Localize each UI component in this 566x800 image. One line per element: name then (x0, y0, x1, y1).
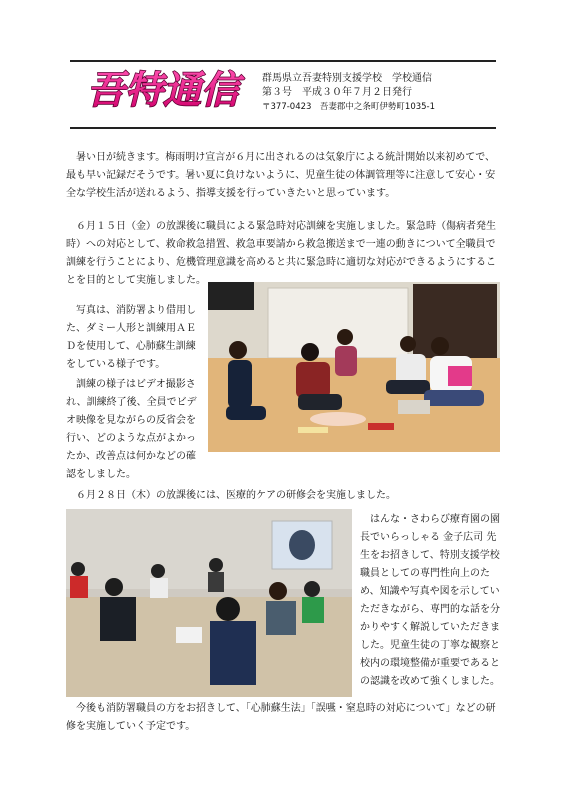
logo-text: 吾特通信 (86, 68, 240, 112)
seminar-detail-paragraph: はんな・さわらび療育園の園長でいらっしゃる 金子広司 先生をお招きして、特別支援学校職員としての専門性向上のため、知識や写真や図を示していただきながら、専門的な話を分かりやすく解説していただきました。児童生徒の丁寧な観察と校内の環境整備が重要であるとの認識を改めて強くしました。 (360, 514, 500, 687)
drill-photo-caption: 写真は、消防署より借用した、ダミー人形と訓練用ＡＥＤを使用して、心肺蘇生訓練をしている様子です。 (66, 305, 196, 370)
intro-paragraph: 暑い日が続きます。梅雨明け宣言が６月に出されるのは気象庁による統計開始以来初めてで、最も早い記録だそうです。暑い夏に負けないように、児童生徒の体調管理等に注意して安心・安全な学校生活が送れるよう、指導支援を行っていきたいと思っています。 (66, 152, 496, 199)
seminar-intro-paragraph: ６月２８日（木）の放課後には、医療的ケアの研修会を実施しました。 (66, 490, 396, 501)
closing-paragraph: 今後も消防署職員の方をお招きして、「心肺蘇生法」「誤嚥・窒息時の対応について」などの研修を実施していく予定です。 (66, 703, 496, 732)
cpr-training-photo (208, 282, 500, 452)
header-top-rule (70, 60, 496, 62)
newsletter-logo (74, 66, 252, 112)
school-address: 〒377-0423 吾妻郡中之条町伊勢町1035-1 (262, 102, 436, 112)
drill-intro-paragraph: ６月１５日（金）の放課後に職員による緊急時対応訓練を実施しました。緊急時（傷病者発生時）への対応として、救命救急措置、救急車要請から救急搬送まで一連の動きについて全職員で訓練を行うことにより、危機管理意識を高めると共に緊急時に適切な対応ができるようにすることを目的として実施しました。 (66, 221, 496, 286)
issue-line: 第３号 平成３０年７月２日発行 (262, 87, 412, 98)
medical-care-seminar-photo (66, 509, 352, 697)
school-name: 群馬県立吾妻特別支援学校 学校通信 (262, 73, 432, 84)
drill-video-paragraph: 訓練の様子はビデオ撮影され、訓練終了後、全員でビデオ映像を見ながらの反省会を行い、どのような点がよかったか、改善点は何かなどの確認をしました。 (66, 379, 197, 480)
header-bottom-rule (70, 127, 496, 129)
